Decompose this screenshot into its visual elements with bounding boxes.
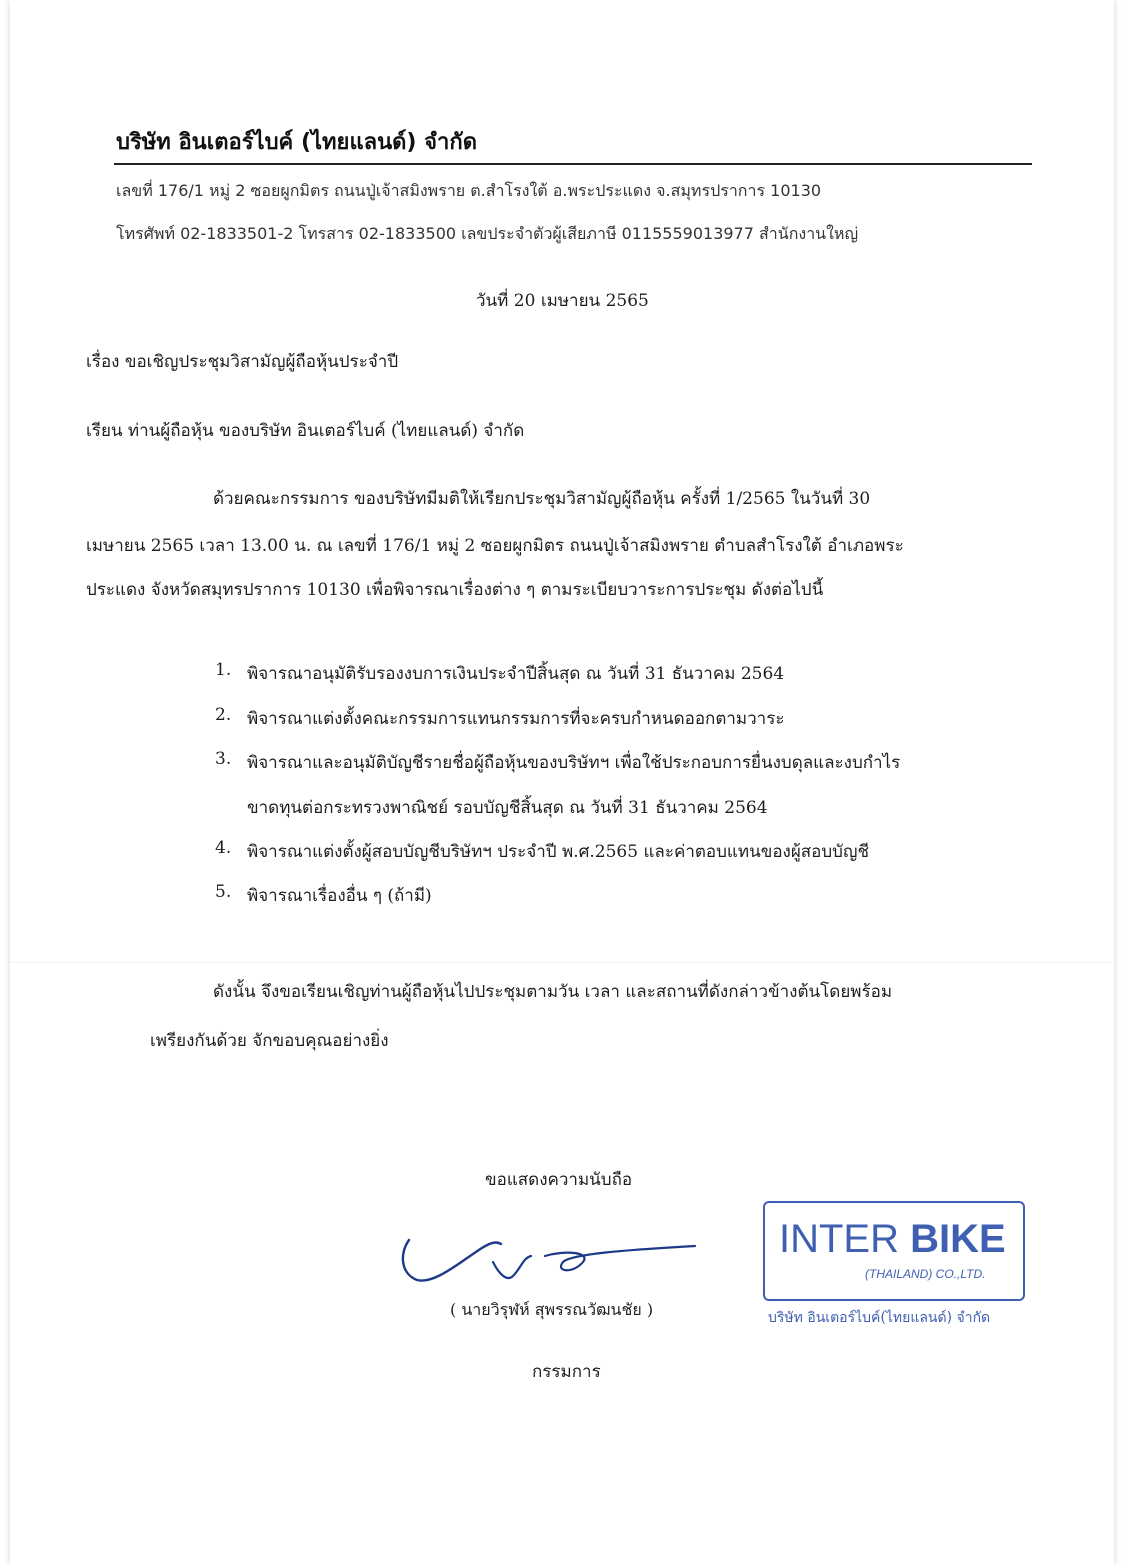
letter-salutation: เรียน ท่านผู้ถือหุ้น ของบริษัท อินเตอร์ไบค์ (ไทยแลนด์) จำกัด	[86, 421, 525, 441]
regards-text: ขอแสดงความนับถือ	[485, 1170, 633, 1190]
stamp-inter: INTER	[779, 1217, 899, 1261]
agenda-item-3: พิจารณาและอนุมัติบัญชีรายชื่อผู้ถือหุ้นของบริษัทฯ เพื่อใช้ประกอบการยื่นงบดุลและงบกำไร	[247, 753, 901, 773]
company-address: เลขที่ 176/1 หมู่ 2 ซอยผูกมิตร ถนนปู่เจ้าสมิงพราย ต.สำโรงใต้ อ.พระประแดง จ.สมุทรปราการ 10130	[116, 181, 822, 200]
agenda-number: 1.	[215, 660, 232, 680]
handwritten-signature	[395, 1222, 705, 1292]
stamp-thai-name: บริษัท อินเตอร์ไบค์(ไทยแลนด์) จำกัด	[768, 1310, 991, 1326]
agenda-number: 2.	[215, 705, 232, 725]
letter-date: วันที่ 20 เมษายน 2565	[476, 291, 649, 311]
agenda-item-2: พิจารณาแต่งตั้งคณะกรรมการแทนกรรมการที่จะครบกำหนดออกตามวาระ	[247, 709, 785, 729]
stamp-bike: BIKE	[910, 1217, 1006, 1261]
signer-name: ( นายวิรุฬห์ สุพรรณวัฒนชัย )	[450, 1300, 654, 1319]
company-contact: โทรศัพท์ 02-1833501-2 โทรสาร 02-1833500 เลขประจำตัวผู้เสียภาษี 0115559013977 สำนักงานใหญ่	[116, 224, 859, 243]
intro-line-1: ด้วยคณะกรรมการ ของบริษัทมีมติให้เรียกประชุมวิสามัญผู้ถือหุ้น ครั้งที่ 1/2565 ในวันที่ 30	[213, 489, 871, 509]
letterhead-rule	[114, 163, 1032, 165]
scan-crease	[10, 962, 1114, 963]
agenda-number: 4.	[215, 838, 232, 858]
stamp-subtitle: (THAILAND) CO.,LTD.	[865, 1267, 986, 1281]
agenda-number: 5.	[215, 882, 232, 902]
agenda-item-4: พิจารณาแต่งตั้งผู้สอบบัญชีบริษัทฯ ประจำปี พ.ศ.2565 และค่าตอบแทนของผู้สอบบัญชี	[247, 842, 869, 862]
letter-page	[10, 0, 1114, 1565]
letter-subject: เรื่อง ขอเชิญประชุมวิสามัญผู้ถือหุ้นประจำปี	[86, 352, 399, 372]
intro-line-2: เมษายน 2565 เวลา 13.00 น. ณ เลขที่ 176/1 หมู่ 2 ซอยผูกมิตร ถนนปู่เจ้าสมิงพราย ตำบลสำโรงใต้ อำเภอพระ	[86, 536, 904, 556]
company-stamp	[763, 1201, 1025, 1301]
stamp-logo-text	[779, 1217, 1006, 1262]
agenda-item-1: พิจารณาอนุมัติรับรองงบการเงินประจำปีสิ้นสุด ณ วันที่ 31 ธันวาคม 2564	[247, 664, 785, 684]
intro-line-3: ประแดง จังหวัดสมุทรปราการ 10130 เพื่อพิจารณาเรื่องต่าง ๆ ตามระเบียบวาระการประชุม ดังต่อไปนี้	[86, 580, 824, 600]
agenda-item-3-cont: ขาดทุนต่อกระทรวงพาณิชย์ รอบบัญชีสิ้นสุด ณ วันที่ 31 ธันวาคม 2564	[247, 798, 768, 818]
agenda-item-5: พิจารณาเรื่องอื่น ๆ (ถ้ามี)	[247, 886, 432, 906]
signer-title: กรรมการ	[532, 1362, 601, 1382]
closing-line-1: ดังนั้น จึงขอเรียนเชิญท่านผู้ถือหุ้นไปประชุมตามวัน เวลา และสถานที่ดังกล่าวข้างต้นโดยพร้อม	[213, 982, 893, 1002]
company-name: บริษัท อินเตอร์ไบค์ (ไทยแลนด์) จำกัด	[116, 130, 478, 155]
agenda-number: 3.	[215, 749, 232, 769]
closing-line-2: เพรียงกันด้วย จักขอบคุณอย่างยิ่ง	[150, 1031, 389, 1051]
